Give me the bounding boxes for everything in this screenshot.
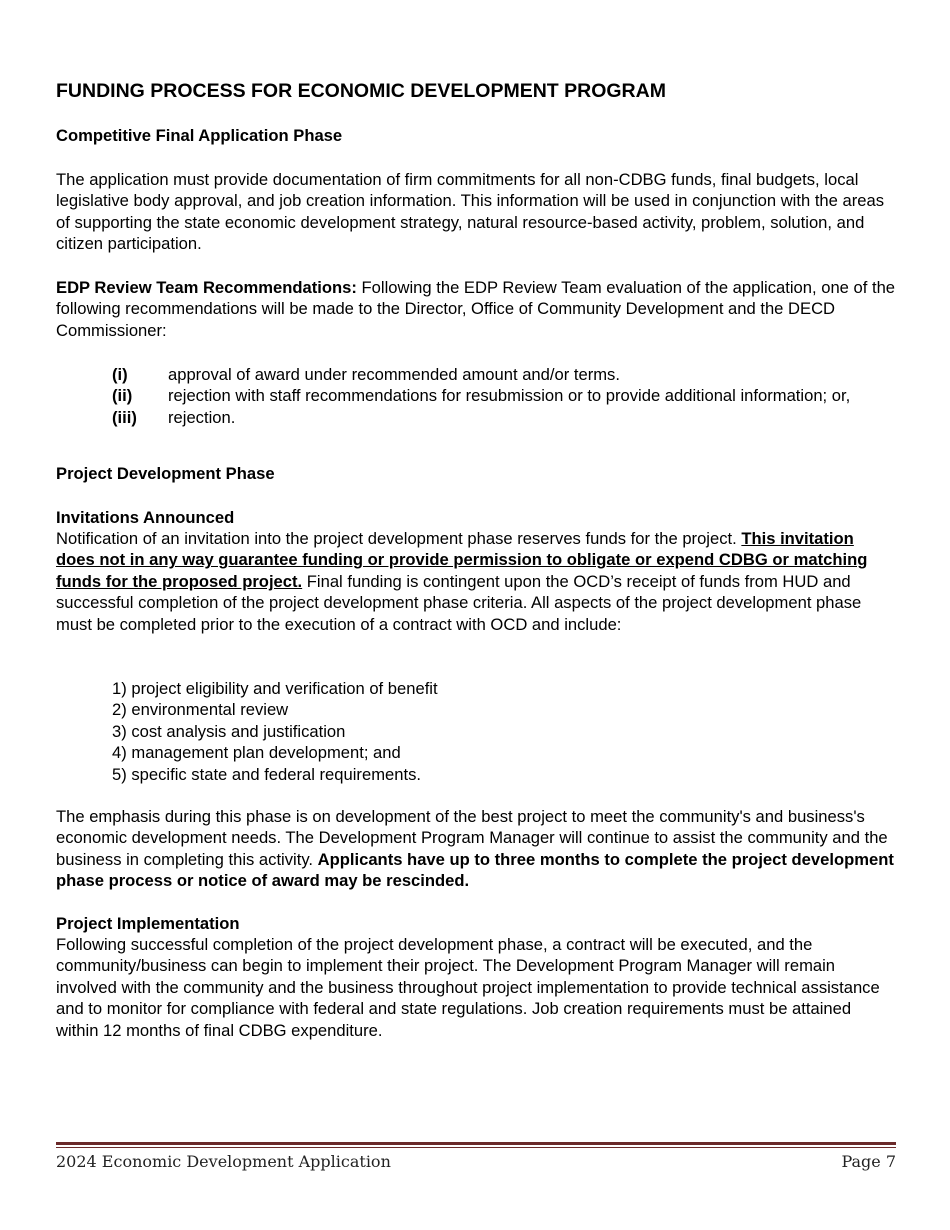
invitations-heading: Invitations Announced xyxy=(56,508,235,527)
footer-rule-thin xyxy=(56,1147,896,1148)
page-title: FUNDING PROCESS FOR ECONOMIC DEVELOPMENT PROGRAM xyxy=(56,80,666,102)
review-team-body: Following the EDP Review Team evaluation of the application, one of the following recommendations will be made to the Director, Office of Community Development and the DECD Commissioner: xyxy=(56,278,896,340)
final-phase-body: The application must provide documentation of firm commitments for all non-CDBG funds, final budgets, local legislative body approval, and job creation information. This information will be used in conjunction with the areas of supporting the state economic development strategy, natural resource-based activity, problem, solution, and citizen participation. xyxy=(56,170,885,254)
criteria-item: 5) specific state and federal requirements. xyxy=(112,764,421,784)
recommendations-list xyxy=(112,364,872,428)
final-phase-heading: Competitive Final Application Phase xyxy=(56,126,343,145)
emphasis-paragraph xyxy=(56,806,896,892)
recommendation-item xyxy=(112,385,872,406)
invitations-body-start: Notification of an invitation into the project development phase reserves funds for the project. xyxy=(56,529,742,548)
recommendation-number: (iii) xyxy=(112,407,137,427)
recommendation-item xyxy=(112,407,872,428)
review-team-paragraph xyxy=(56,277,896,341)
emphasis-text: The emphasis during this phase is on development of the best project to meet the community's and business's economic development needs. The Development Program Manager will continue to assist the community and the business in completing this activity. xyxy=(56,807,888,869)
footer-page-number: Page 7 xyxy=(841,1152,896,1171)
criteria-list xyxy=(112,678,872,785)
invitations-warning: This invitation does not in any way guarantee funding or provide permission to obligate or expend CDBG or matching funds for the proposed project. xyxy=(56,529,868,591)
criteria-item: 3) cost analysis and justification xyxy=(112,721,346,741)
invitations-body xyxy=(56,528,896,635)
recommendation-text: rejection. xyxy=(168,407,236,427)
recommendation-number: (ii) xyxy=(112,386,133,406)
recommendation-number: (i) xyxy=(112,365,128,384)
footer-rule xyxy=(56,1142,896,1145)
footer-document-title: 2024 Economic Development Application xyxy=(56,1152,391,1171)
implementation-body: Following successful completion of the project development phase, a contract will be executed, and the community/business can begin to implement their project. The Development Program Manager will remain involved with the community and the business throughout project implementation to provide technical assistance and to monitor for compliance with federal and state regulations. Job creation requirements must be attained within 12 months of final CDBG expenditure. xyxy=(56,935,880,1040)
review-team-lead: EDP Review Team Recommendations: xyxy=(56,278,357,297)
implementation-heading: Project Implementation xyxy=(56,914,240,933)
criteria-item: 4) management plan development; and xyxy=(112,743,401,763)
recommendation-text: approval of award under recommended amount and/or terms. xyxy=(168,365,620,384)
recommendation-item xyxy=(112,364,872,385)
dev-phase-heading: Project Development Phase xyxy=(56,464,275,483)
criteria-item: 2) environmental review xyxy=(112,700,289,720)
recommendation-text: rejection with staff recommendations for resubmission or to provide additional information; or, xyxy=(168,386,851,406)
criteria-item: 1) project eligibility and verification of benefit xyxy=(112,679,438,698)
emphasis-bold: Applicants have up to three months to complete the project development phase process or notice of award may be rescinded. xyxy=(56,849,894,891)
invitations-body-end: Final funding is contingent upon the OCD’s receipt of funds from HUD and successful completion of the project development phase criteria. All aspects of the project development phase must be completed prior to the execution of a contract with OCD and include: xyxy=(56,571,862,634)
